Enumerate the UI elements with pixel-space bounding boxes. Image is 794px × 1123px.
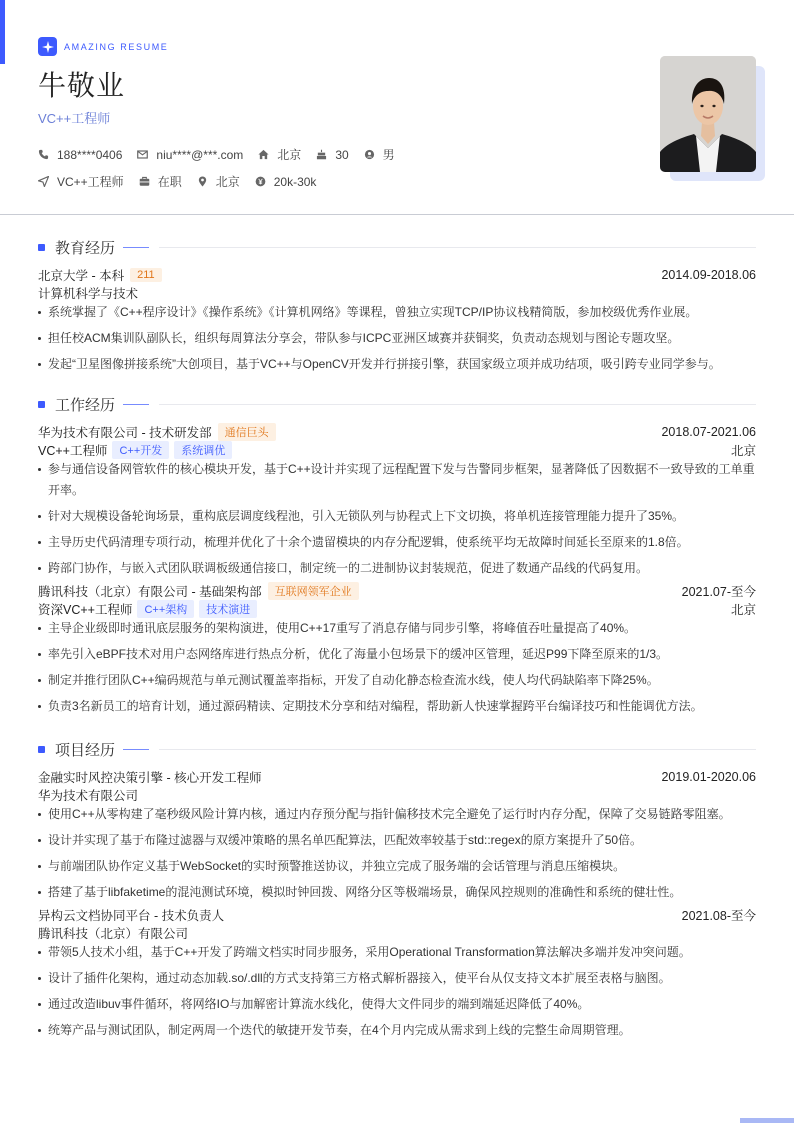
list-item: 使用C++从零构建了毫秒级风险计算内核，通过内存预分配与指针偏移技术完全避免了运行时内存分配，保障了交易链路零阻塞。 [38,804,756,825]
gender-text: 男 [382,148,395,162]
entry-header [38,423,756,441]
list-item: 负责3名新员工的培育计划，通过源码精读、定期技术分享和结对编程，帮助新人快速掌握跨平台编译技巧和性能调优方法。 [38,696,756,717]
cake-icon [316,149,327,160]
school-name: 北京大学 - 本科 [38,269,125,283]
project-entry [38,768,756,903]
work-entry [38,582,756,717]
list-item: 发起“卫星图像拼接系统”大创项目，基于VC++与OpenCV开发并行拼接引擎，获国家级立项并成功结项，吸引跨专业同学参与。 [38,354,756,375]
company-tag: 互联网领军企业 [268,582,359,600]
work-city: 北京 [730,444,756,458]
salary-item [255,175,317,189]
entry-header [38,906,756,924]
list-item: 率先引入eBPF技术对用户态网络库进行热点分析，优化了海量小包场景下的缓冲区管理，延迟P99下降至原来的1/3。 [38,644,756,665]
education-entry [38,266,756,375]
gender-icon [364,149,375,160]
section-rule [159,247,756,248]
section-title: 教育经历 [55,239,116,257]
company-name: 华为技术有限公司 - 技术研发部 [38,426,212,440]
home-icon [258,149,269,160]
salary-text: 20k-30k [273,174,317,189]
bullet-list [38,618,756,717]
contact-row [38,146,410,163]
list-item: 主导企业级即时通讯底层服务的架构演进，使用C++17重写了消息存储与同步引擎，将峰值吞吐量提高了40%。 [38,618,756,639]
section-dash [123,247,149,248]
intent-position-text: VC++工程师 [57,175,124,189]
bullet-list [38,302,756,375]
work-city: 北京 [730,603,756,617]
section-rule [159,749,756,750]
skill-tag: 系统调优 [174,441,232,459]
entry-dates: 2014.09-2018.06 [661,268,756,282]
skill-tag: 技术演进 [199,600,257,618]
email-item [137,148,243,162]
list-item: 统筹产品与测试团队，制定两周一个迭代的敏捷开发节奏，在4个月内完成从需求到上线的完整生命周期管理。 [38,1020,756,1041]
sparkle-icon [38,37,57,56]
project-name: 金融实时风控决策引擎 - 核心开发工程师 [38,771,262,785]
candidate-title: VC++工程师 [38,111,111,126]
section-header [38,391,756,417]
section-header [38,736,756,762]
section-header [38,234,756,260]
section-marker [38,401,45,408]
role: VC++工程师 [38,444,108,458]
intent-city-text: 北京 [215,175,240,189]
phone-text: 188****0406 [57,147,123,162]
entry-subheader [38,600,756,618]
entry-subheader [38,786,756,804]
gender-item [364,146,395,163]
company-name: 腾讯科技（北京）有限公司 - 基础架构部 [38,585,262,599]
section-dash [123,749,149,750]
list-item: 与前端团队协作定义基于WebSocket的实时预警推送协议，并独立完成了服务端的会话管理与消息压缩模块。 [38,856,756,877]
brand-text: AMAZING RESUME [64,41,169,52]
bullet-list [38,804,756,903]
avatar [660,56,756,172]
phone-icon [38,149,49,160]
list-item: 参与通信设备网管软件的核心模块开发，基于C++设计并实现了远程配置下发与告警同步框架，显著降低了因数据不一致导致的工单重开率。 [38,459,756,501]
entry-dates: 2019.01-2020.06 [661,770,756,784]
education-section [38,234,756,380]
intent-city-item [197,173,240,190]
section-rule [159,404,756,405]
entry-header [38,266,756,284]
entry-subheader [38,924,756,942]
company-tag: 通信巨头 [218,423,276,441]
location-icon [197,176,208,187]
project-entry [38,906,756,1041]
projects-section [38,736,756,1046]
list-item: 系统掌握了《C++程序设计》《操作系统》《计算机网络》等课程，曾独立实现TCP/IP协议栈精简版，参加校级优秀作业展。 [38,302,756,323]
list-item: 主导历史代码清理专项行动，梳理并优化了十余个遗留模块的内存分配逻辑，使系统平均无故障时间延长至原来的1.8倍。 [38,532,756,553]
hometown-item [258,146,301,163]
list-item: 担任校ACM集训队副队长，组织每周算法分享会，带队参与ICPC亚洲区域赛并获铜奖，负责动态规划与图论专题攻坚。 [38,328,756,349]
entry-header [38,768,756,786]
list-item: 针对大规模设备轮询场景，重构底层调度线程池，引入无锁队列与协程式上下文切换，将单机连接管理能力提升了35%。 [38,506,756,527]
age-text: 30 [335,147,349,162]
list-item: 通过改造libuv事件循环，将网络IO与加解密计算流水线化，使得大文件同步的端到端延迟降低了40%。 [38,994,756,1015]
candidate-name: 牛敬业 [38,70,126,101]
section-title: 项目经历 [55,741,116,759]
brand [38,37,168,56]
project-name: 异构云文档协同平台 - 技术负责人 [38,909,225,923]
project-org: 华为技术有限公司 [38,789,139,803]
entry-dates: 2021.08-至今 [681,909,756,923]
status-item [139,173,182,190]
header-divider [0,214,794,215]
entry-subheader [38,284,756,302]
salary-icon [255,176,266,187]
age-item [316,148,348,162]
section-marker [38,746,45,753]
list-item: 设计了插件化架构，通过动态加载.so/.dll的方式支持第三方格式解析器接入，使平台从仅支持文本扩展至表格与脑图。 [38,968,756,989]
work-section [38,391,756,722]
list-item: 带领5人技术小组，基于C++开发了跨端文档实时同步服务，采用Operational Transformation算法解决多端并发冲突问题。 [38,942,756,963]
list-item: 制定并推行团队C++编码规范与单元测试覆盖率指标，开发了自动化静态检查流水线，使人均代码缺陷率下降25%。 [38,670,756,691]
section-title: 工作经历 [55,396,116,414]
role: 资深VC++工程师 [38,603,133,617]
list-item: 设计并实现了基于布隆过滤器与双缓冲策略的黑名单匹配算法，匹配效率较基于std::regex的原方案提升了50倍。 [38,830,756,851]
job-intent-row [38,173,331,190]
bullet-list [38,459,756,579]
send-icon [38,176,49,187]
mail-icon [137,149,148,160]
footer-accent-bar [740,1118,794,1123]
entry-header [38,582,756,600]
project-org: 腾讯科技（北京）有限公司 [38,927,189,941]
skill-tag: C++开发 [112,441,169,459]
email-text: niu****@***.com [156,147,244,162]
hometown-text: 北京 [277,148,302,162]
school-tag: 211 [130,268,162,282]
entry-subheader [38,441,756,459]
work-entry [38,423,756,579]
status-text: 在职 [157,175,182,189]
intent-position-item [38,173,124,190]
section-dash [123,404,149,405]
skill-tag: C++架构 [137,600,194,618]
phone-item [38,148,122,162]
entry-dates: 2018.07-2021.06 [661,425,756,439]
briefcase-icon [139,176,150,187]
section-marker [38,244,45,251]
list-item: 搭建了基于libfaketime的混沌测试环境，模拟时钟回拨、网络分区等极端场景，确保风控规则的准确性和系统的健壮性。 [38,882,756,903]
major: 计算机科学与技术 [38,287,139,301]
accent-bar [0,0,5,64]
list-item: 跨部门协作，与嵌入式团队联调板级通信接口，制定统一的二进制协议封装规范，促进了数通产品线的代码复用。 [38,558,756,579]
bullet-list [38,942,756,1041]
entry-dates: 2021.07-至今 [681,585,756,599]
